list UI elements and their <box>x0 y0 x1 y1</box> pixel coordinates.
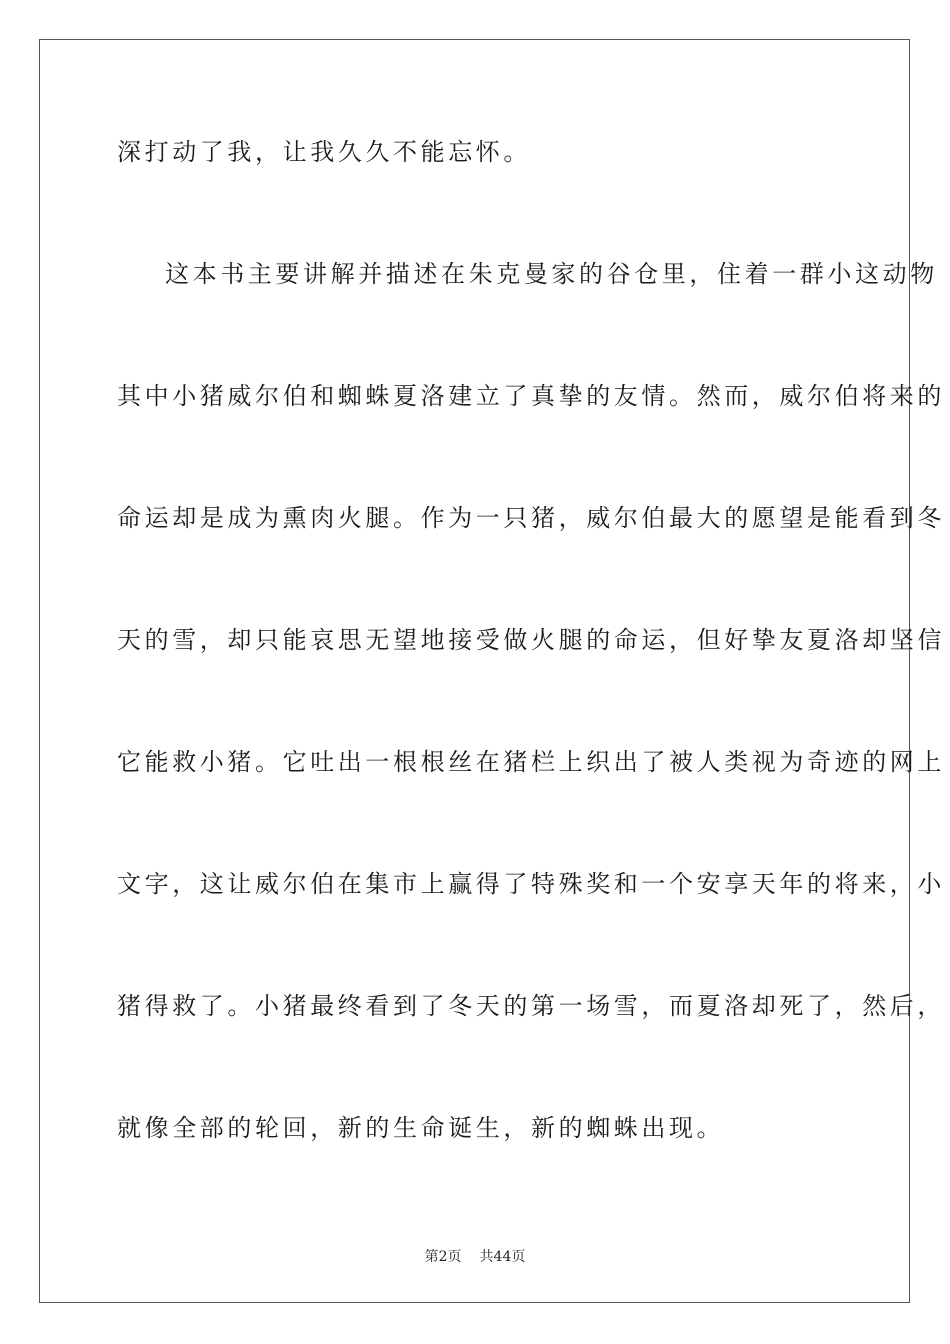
text-line: 猪得救了。小猪最终看到了冬天的第一场雪，而夏洛却死了，然后， <box>117 992 945 1020</box>
text-line: 深打动了我，让我久久不能忘怀。 <box>117 138 531 166</box>
paragraph-first-line: 这本书主要讲解并描述在朱克曼家的谷仓里，住着一群小这动物 <box>165 260 938 288</box>
text-line: 就像全部的轮回，新的生命诞生，新的蜘蛛出现。 <box>117 1114 725 1142</box>
text-line: 文字，这让威尔伯在集市上赢得了特殊奖和一个安享天年的将来，小 <box>117 870 945 898</box>
text-line: 它能救小猪。它吐出一根根丝在猪栏上织出了被人类视为奇迹的网上 <box>117 748 945 776</box>
page-number: 第2页 <box>424 1249 462 1265</box>
total-pages: 共44页 <box>479 1249 526 1265</box>
page-footer <box>0 1248 950 1266</box>
text-line: 其中小猪威尔伯和蜘蛛夏洛建立了真挚的友情。然而，威尔伯将来的 <box>117 382 945 410</box>
text-line: 天的雪，却只能哀思无望地接受做火腿的命运，但好挚友夏洛却坚信 <box>117 626 945 654</box>
text-line: 命运却是成为熏肉火腿。作为一只猪，威尔伯最大的愿望是能看到冬 <box>117 504 945 532</box>
